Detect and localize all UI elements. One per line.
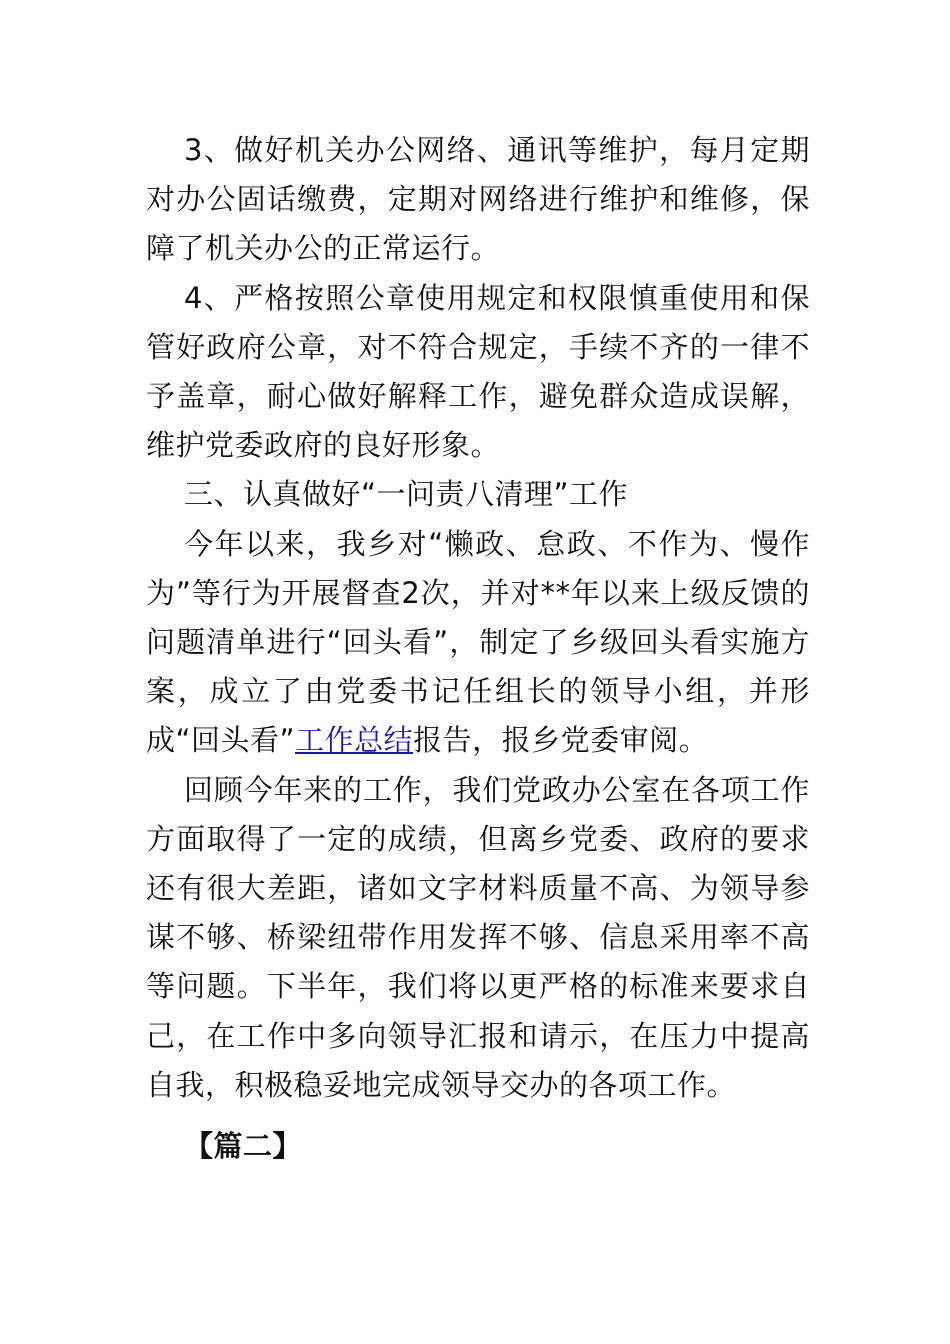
- section-two-title: 【篇二】: [184, 1129, 303, 1164]
- document-body: [146, 126, 810, 1171]
- paragraph-inspection: [146, 520, 810, 766]
- paragraph-official-seal: 4、严格按照公章使用规定和权限慎重使用和保管好政府公章，对不符合规定，手续不齐的一律不予盖章，耐心做好解释工作，避免群众造成误解，维护党委政府的良好形象。: [146, 280, 810, 463]
- work-summary-link[interactable]: 工作总结: [295, 723, 414, 758]
- section-heading-accountability: 三、认真做好“一问责八清理”工作: [184, 477, 629, 512]
- paragraph-network-maintenance: 3、做好机关办公网络、通讯等维护，每月定期对办公固话缴费，定期对网络进行维护和维修，保障了机关办公的正常运行。: [146, 133, 810, 266]
- paragraph-review: 回顾今年来的工作，我们党政办公室在各项工作方面取得了一定的成绩，但离乡党委、政府的要求还有很大差距，诸如文字材料质量不高、为领导参谋不够、桥梁纽带作用发挥不够、信息采用率不高等问题。下半年，我们将以更严格的标准来要求自己，在工作中多向领导汇报和请示，在压力中提高自我，积极稳妥地完成领导交办的各项工作。: [146, 772, 810, 1102]
- paragraph-inspection-tail: 报告，报乡党委审阅。: [413, 723, 709, 758]
- paragraph-inspection-text: 今年以来，我乡对“懒政、怠政、不作为、慢作为”等行为开展督查2次，并对**年以来上级反馈的问题清单进行“回头看”，制定了乡级回头看实施方案，成立了由党委书记任组长的领导小组，并形成“回头看”: [146, 526, 810, 758]
